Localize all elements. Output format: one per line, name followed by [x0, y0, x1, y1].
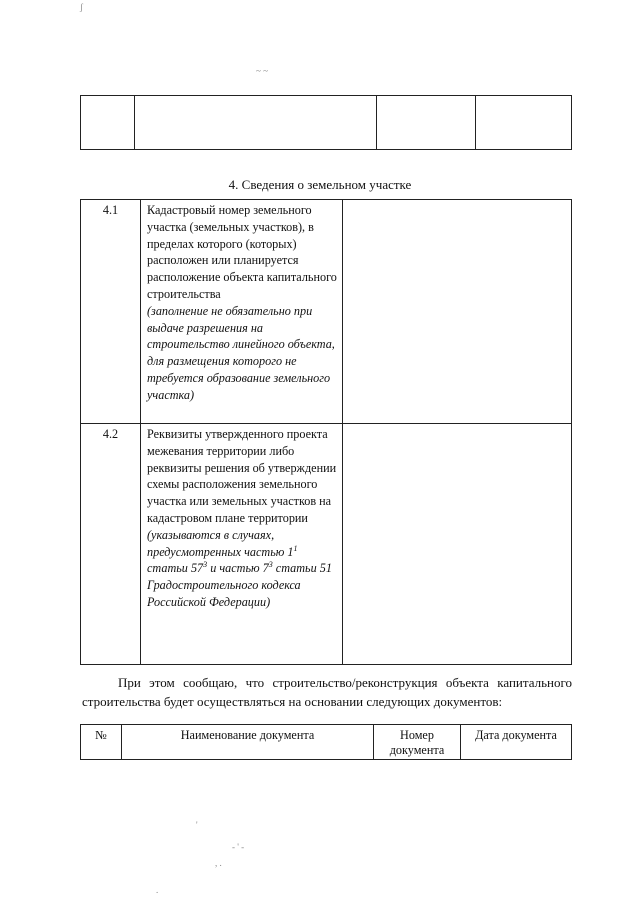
table-cell [81, 96, 135, 150]
row-description [141, 424, 343, 665]
row-value [343, 200, 572, 424]
table-cell [476, 96, 572, 150]
section-title: 4. Сведения о земельном участке [228, 177, 412, 192]
row-number: 4.2 [81, 424, 141, 665]
table-row [81, 200, 572, 424]
column-header-number: № [81, 725, 122, 760]
scan-mark: ' [196, 820, 198, 830]
body-paragraph: При этом сообщаю, что строительство/реконструкция объекта капитального строительства будет осуществляться на основании следующих документов: [82, 675, 572, 709]
column-header-name: Наименование документа [122, 725, 374, 760]
row-note: (заполнение не обязательно при выдаче разрешения на строительство линейного объекта, для размещения которого не требуется образование земельного участка) [147, 303, 335, 402]
row-label: Кадастровый номер земельного участка (земельных участков), в пределах которого (которых) расположен или планируется расположение объекта капитального строительства [147, 203, 337, 301]
row-description [141, 200, 343, 424]
row-note: (указываются в случаях, предусмотренных частью $1^1$ статьи $57^3$ и частью $7^3$ статьи 51 Градостроительного кодекса Российской Федерации) [147, 527, 332, 609]
scan-mark: ʃ [80, 2, 83, 12]
previous-section-table [80, 95, 572, 150]
table-header-row [81, 725, 572, 760]
scan-mark: ~ ~ [256, 66, 268, 76]
row-value [343, 424, 572, 665]
row-number: 4.1 [81, 200, 141, 424]
row-label: Реквизиты утвержденного проекта межевания территории либо реквизиты решения об утверждении схемы расположения земельного участка или земельных участков на кадастровом плане территории [147, 427, 337, 525]
scan-mark: . [156, 885, 159, 895]
column-header-doc-number: Номер документа [374, 725, 461, 760]
table-row [81, 424, 572, 665]
table-cell [135, 96, 377, 150]
documents-table [80, 724, 572, 760]
scan-mark: - ' - [232, 842, 245, 852]
table-cell [377, 96, 476, 150]
land-plot-table [80, 199, 572, 665]
scan-mark: , . [215, 858, 222, 868]
column-header-date: Дата документа [461, 725, 572, 760]
